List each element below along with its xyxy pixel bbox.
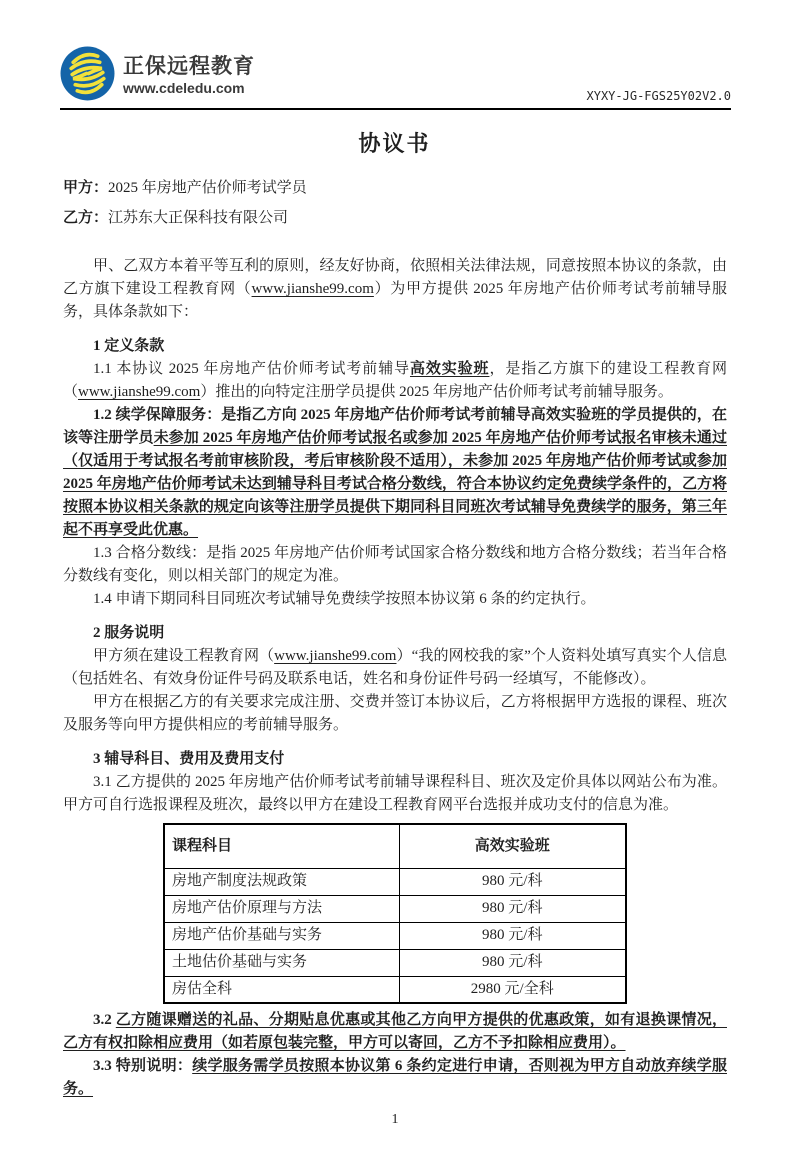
logo-swirl-icon	[60, 46, 115, 106]
course-cell: 房地产估价基础与实务	[164, 922, 399, 949]
fee-cell: 980 元/科	[399, 922, 626, 949]
brand-website: www.cdeledu.com	[123, 80, 245, 97]
table-row	[164, 868, 626, 895]
section-2-text-1: 甲方须在建设工程教育网（	[93, 648, 275, 664]
fee-cell: 980 元/科	[399, 868, 626, 895]
header	[60, 46, 731, 110]
parties-block	[63, 173, 727, 233]
class-name-emphasis: 高效实验班	[409, 361, 490, 377]
fee-cell: 980 元/科	[399, 895, 626, 922]
fee-table-header-course: 课程科目	[164, 824, 399, 868]
brand-logo	[60, 46, 255, 106]
party-a-value: 2025 年房地产估价师考试学员	[108, 180, 307, 196]
clause-1-1	[63, 358, 727, 404]
agreement-page	[0, 46, 789, 1174]
brand-name: 正保远程教育	[123, 55, 255, 79]
jianshe99-link[interactable]: www.jianshe99.com	[251, 281, 374, 297]
table-row	[164, 922, 626, 949]
clause-1-1-text-1: 1.1 本协议 2025 年房地产估价师考试考前辅导	[93, 361, 410, 377]
clause-1-1-text-2: ，是指乙方旗下的建设工程教育网（	[63, 361, 727, 400]
clause-3-2	[63, 1009, 727, 1055]
jianshe99-link[interactable]: www.jianshe99.com	[274, 648, 397, 664]
preamble-text-1: 甲、乙双方本着平等互利的原则，经友好协商，依照相关法律法规，同意按照本协议的条款，由乙方旗下建设工程教育网（	[63, 258, 727, 297]
fee-table-header-row	[164, 824, 626, 868]
clause-3-3-lead: 3.3 特别说明：	[93, 1058, 193, 1074]
clause-1-2-lead: 1.2 续学保障服务：是指乙方向 2025 年房地产估价师考试考前辅导高效实验班的学员提供的，在该等注册学员	[63, 407, 727, 446]
party-b-label: 乙方：	[63, 210, 109, 226]
section-2-paragraph-1	[63, 645, 727, 691]
clause-3-2-lead: 3.2	[93, 1012, 116, 1028]
clause-1-2-underlined: 未参加 2025 年房地产估价师考试报名或参加 2025 年房地产估价师考试报名审核未通过（仅适用于考试报名考前审核阶段，考后审核阶段不适用），未参加 2025 年房地产估价师考试或参加 2025 年房地产估价师考试未达到辅导科目考试合格分数线，符合本协议约定免费续学条件的，乙方将按照本协议相关条款的规定向该等注册学员提供下期同科目同班次考试辅导免费续学的服务，第三年起不再享受此优惠。	[63, 430, 727, 538]
jianshe99-link[interactable]: www.jianshe99.com	[78, 384, 201, 400]
party-b-row	[63, 203, 727, 233]
fee-table-header-class: 高效实验班	[399, 824, 626, 868]
clause-1-1-text-3: ）推出的向特定注册学员提供 2025 年房地产估价师考试考前辅导服务。	[200, 384, 673, 400]
party-a-row	[63, 173, 727, 203]
brand-text	[123, 55, 255, 96]
fee-cell: 980 元/科	[399, 949, 626, 976]
course-cell: 房地产估价原理与方法	[164, 895, 399, 922]
document-body	[63, 173, 727, 1131]
course-cell: 房地产制度法规政策	[164, 868, 399, 895]
clause-3-3	[63, 1055, 727, 1101]
course-cell: 房估全科	[164, 976, 399, 1003]
clause-1-2	[63, 404, 727, 542]
table-row	[164, 949, 626, 976]
preamble-paragraph	[63, 255, 727, 324]
section-2-heading: 2 服务说明	[93, 625, 165, 641]
table-row	[164, 976, 626, 1003]
section-2-paragraph-2: 甲方在根据乙方的有关要求完成注册、交费并签订本协议后，乙方将根据甲方选报的课程、班次及服务等向甲方提供相应的考前辅导服务。	[63, 694, 727, 733]
party-a-label: 甲方：	[63, 180, 109, 196]
clause-3-1: 3.1 乙方提供的 2025 年房地产估价师考试考前辅导课程科目、班次及定价具体以网站公布为准。甲方可自行选报课程及班次，最终以甲方在建设工程教育网平台选报并成功支付的信息为准。	[63, 774, 727, 813]
table-row	[164, 895, 626, 922]
clause-1-3: 1.3 合格分数线：是指 2025 年房地产估价师考试国家合格分数线和地方合格分数线；若当年合格分数线有变化，则以相关部门的规定为准。	[63, 545, 727, 584]
course-cell: 土地估价基础与实务	[164, 949, 399, 976]
fee-cell: 2980 元/全科	[399, 976, 626, 1003]
section-1-heading: 1 定义条款	[93, 338, 165, 354]
fee-table	[163, 823, 627, 1004]
section-3-heading: 3 辅导科目、费用及费用支付	[93, 751, 285, 767]
party-b-value: 江苏东大正保科技有限公司	[108, 210, 289, 226]
preamble-text-2: ）为甲方提供 2025 年房地产估价师考试考前辅导服务，具体条款如下：	[63, 281, 727, 320]
doc-code: XYXY-JG-FGS25Y02V2.0	[586, 89, 731, 103]
section-2-text-2: ）“我的网校我的家”个人资料处填写真实个人信息（包括姓名、有效身份证件号码及联系电话，姓名和身份证件号码一经填写，不能修改）。	[63, 648, 727, 687]
page-number: 1	[391, 1112, 399, 1127]
clause-1-4: 1.4 申请下期同科目同班次考试辅导免费续学按照本协议第 6 条的约定执行。	[93, 591, 596, 607]
clause-3-3-underlined: 续学服务需学员按照本协议第 6 条约定进行申请，否则视为甲方自动放弃续学服务。	[63, 1058, 727, 1097]
clause-3-2-underlined: 乙方随课赠送的礼品、分期贴息优惠或其他乙方向甲方提供的优惠政策，如有退换课情况，乙方有权扣除相应费用（如若原包装完整，甲方可以寄回，乙方不予扣除相应费用）。	[63, 1012, 727, 1051]
page-title: 协议书	[358, 131, 431, 156]
